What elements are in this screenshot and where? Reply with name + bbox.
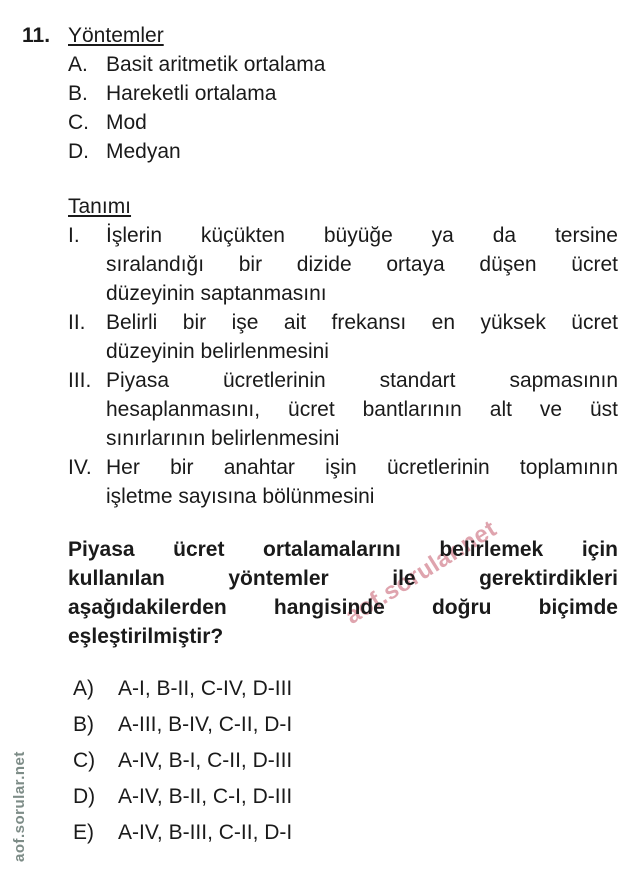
answer-option-label: C) <box>73 749 96 772</box>
watermark-diagonal: aof.sorular.net <box>340 515 502 630</box>
answer-option-text: A-I, B-II, C-IV, D-III <box>118 677 293 700</box>
definitions-heading: Tanımı <box>68 195 132 218</box>
definition-line: düzeyinin saptanmasını <box>106 282 327 305</box>
definition-item-lines <box>106 366 618 453</box>
answer-options-list <box>68 671 618 851</box>
methods-list <box>68 50 618 166</box>
question-line: kullanılan yöntemler ile gerektirdikleri <box>68 567 618 590</box>
definition-line: hesaplanmasını, ücret bantlarının alt ve üst <box>106 398 618 421</box>
definition-item <box>68 221 618 308</box>
answer-option-text: A-IV, B-III, C-II, D-I <box>118 821 293 844</box>
answer-option <box>68 743 618 779</box>
definition-line: Her bir anahtar işin ücretlerinin toplamının <box>106 456 618 479</box>
definitions-list <box>68 221 618 511</box>
definition-line: işletme sayısına bölünmesini <box>106 485 375 508</box>
answer-option <box>68 671 618 707</box>
definition-item-label: III. <box>68 369 92 392</box>
answer-option <box>68 815 618 851</box>
question-line: aşağıdakilerden hangisinde doğru biçimde <box>68 596 618 619</box>
answer-option <box>68 707 618 743</box>
method-item <box>68 50 618 79</box>
method-item-text: Medyan <box>106 140 181 163</box>
method-item-label: A. <box>68 53 88 76</box>
method-item-text: Mod <box>106 111 147 134</box>
question-text <box>68 535 618 651</box>
method-item-text: Basit aritmetik ortalama <box>106 53 326 76</box>
definition-line: sınırlarının belirlenmesini <box>106 427 340 450</box>
answer-option-label: A) <box>73 677 94 700</box>
method-item-label: D. <box>68 140 89 163</box>
definition-line: İşlerin küçükten büyüğe ya da tersine <box>106 224 618 247</box>
answer-option-label: D) <box>73 785 96 808</box>
answer-option-label: E) <box>73 821 94 844</box>
definition-item-lines <box>106 308 618 366</box>
definition-item <box>68 453 618 511</box>
definition-line: Belirli bir işe ait frekansı en yüksek ücret <box>106 311 618 334</box>
definition-item <box>68 366 618 453</box>
definition-line: Piyasa ücretlerinin standart sapmasının <box>106 369 618 392</box>
method-item-text: Hareketli ortalama <box>106 82 277 105</box>
definition-item-lines <box>106 221 618 308</box>
method-item-label: C. <box>68 111 89 134</box>
method-item <box>68 108 618 137</box>
definition-item-lines <box>106 453 618 511</box>
question-number: 11. <box>22 24 51 47</box>
method-item <box>68 137 618 166</box>
answer-option-label: B) <box>73 713 94 736</box>
question-content <box>68 21 618 851</box>
definition-line: sıralandığı bir dizide ortaya düşen ücret <box>106 253 618 276</box>
method-item-label: B. <box>68 82 88 105</box>
question-line: Piyasa ücret ortalamalarını belirlemek için <box>68 538 618 561</box>
question-line: eşleştirilmiştir? <box>68 625 224 648</box>
definition-item-label: II. <box>68 311 86 334</box>
definition-item <box>68 308 618 366</box>
definition-item-label: I. <box>68 224 80 247</box>
definition-line: düzeyinin belirlenmesini <box>106 340 329 363</box>
definition-item-label: IV. <box>68 456 92 479</box>
methods-heading: Yöntemler <box>68 24 164 47</box>
answer-option-text: A-III, B-IV, C-II, D-I <box>118 713 293 736</box>
answer-option-text: A-IV, B-II, C-I, D-III <box>118 785 293 808</box>
method-item <box>68 79 618 108</box>
watermark-site-vertical: aof.sorular.net <box>11 751 28 862</box>
answer-option-text: A-IV, B-I, C-II, D-III <box>118 749 293 772</box>
answer-option <box>68 779 618 815</box>
